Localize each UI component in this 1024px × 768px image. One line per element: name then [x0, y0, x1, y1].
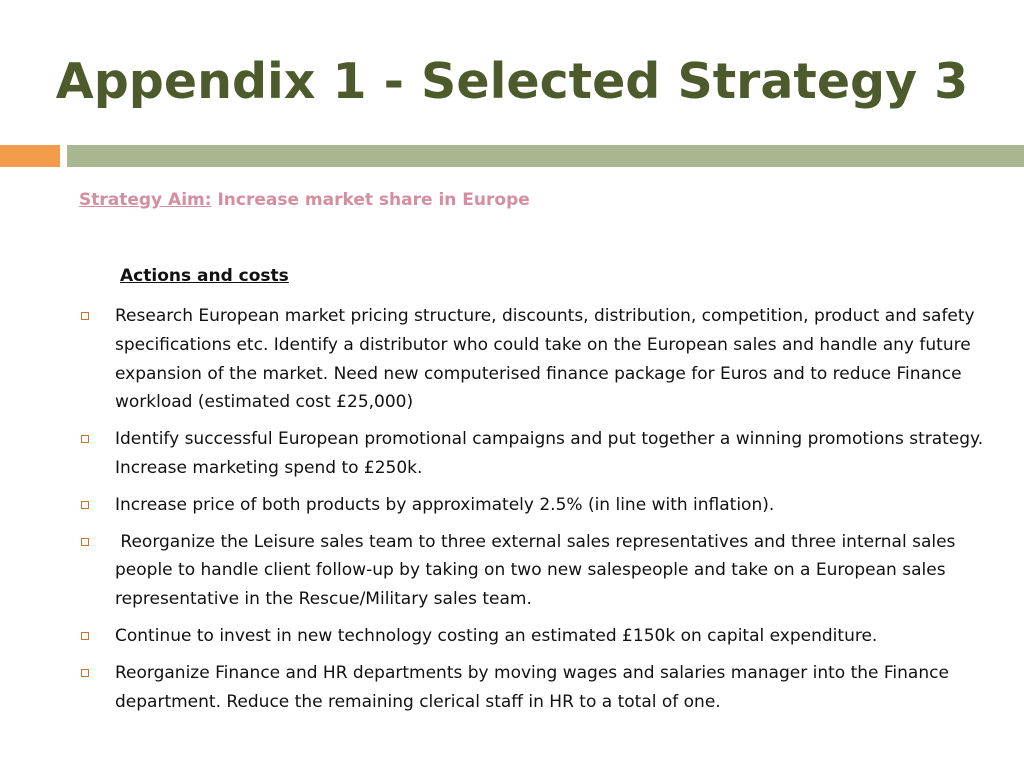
list-item-text: Continue to invest in new technology costing an estimated £150k on capital expenditure.: [115, 625, 878, 646]
strategy-aim-text: Increase market share in Europe: [211, 190, 530, 210]
slide-title: Appendix 1 - Selected Strategy 3: [55, 53, 969, 110]
list-item-text: Research European market pricing structure, discounts, distribution, competition, product and safety specifications etc. Identify a distributor who could take on the European sales and handle any future expansion of the market. Need new computerised finance package for Euros and to reduce Finance workload (estimated cost £25,000): [115, 306, 975, 413]
strategy-aim: [79, 186, 530, 214]
list-item: [79, 659, 984, 717]
list-item-text: Increase price of both products by approximately 2.5% (in line with inflation).: [115, 494, 775, 515]
list-item-text: Reorganize Finance and HR departments by moving wages and salaries manager into the Finance department. Reduce the remaining clerical staff in HR to a total of one.: [115, 662, 949, 712]
hollow-square-bullet-icon: [81, 632, 89, 640]
list-item: [79, 302, 984, 417]
list-item: [79, 425, 984, 483]
strategy-aim-label: Strategy Aim:: [79, 190, 212, 210]
hollow-square-bullet-icon: [81, 669, 89, 677]
hollow-square-bullet-icon: [81, 501, 89, 509]
list-item: [79, 528, 984, 614]
hollow-square-bullet-icon: [81, 435, 89, 443]
accent-bar-green: [67, 145, 1024, 167]
list-item: [79, 622, 984, 651]
actions-heading: Actions and costs: [120, 266, 289, 286]
list-item-text: Identify successful European promotional campaigns and put together a winning promotions strategy. Increase marketing spend to £250k.: [115, 429, 984, 478]
accent-bar-orange: [0, 145, 60, 167]
hollow-square-bullet-icon: [81, 312, 89, 320]
actions-list: [79, 302, 984, 724]
list-item-text: Reorganize the Leisure sales team to three external sales representatives and three internal sales people to handle client follow-up by taking on two new salespeople and take on a European sales representative in the Rescue/Military sales team.: [115, 531, 961, 610]
hollow-square-bullet-icon: [81, 538, 89, 546]
list-item: [79, 491, 984, 520]
